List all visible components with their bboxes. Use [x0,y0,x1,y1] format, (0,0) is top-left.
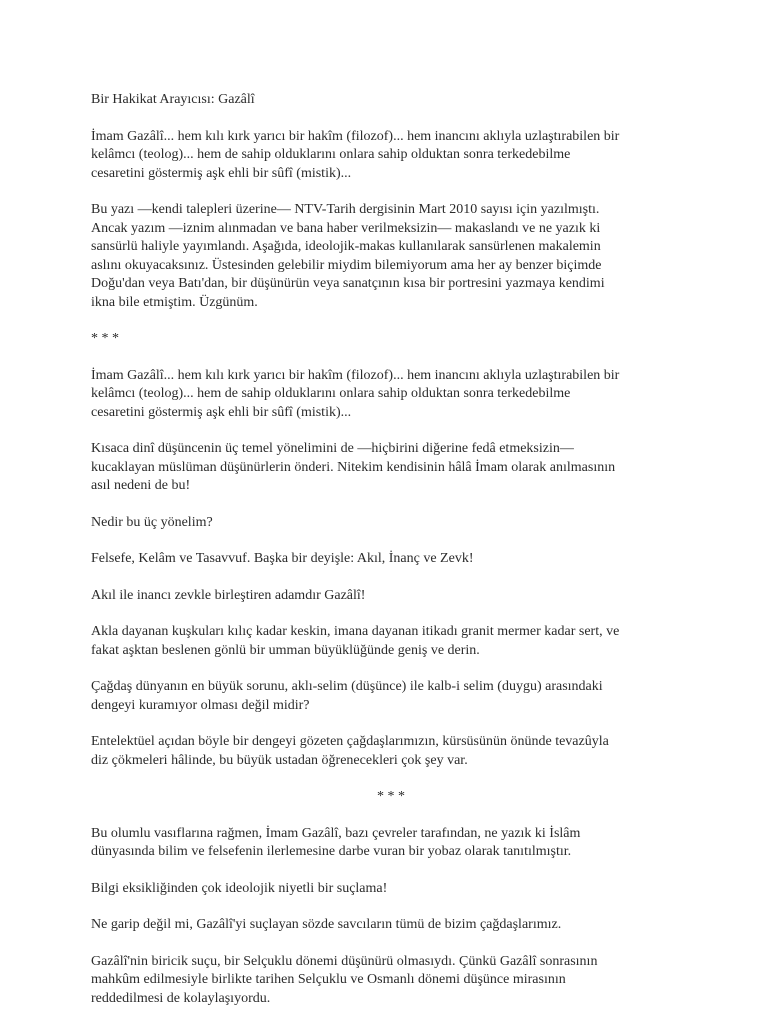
body-paragraph: Ne garip değil mi, Gazâlî'yi suçlayan sözde savcıların tümü de bizim çağdaşlarımız. [91,917,562,932]
body-paragraph: Gazâlî'nin biricik suçu, bir Selçuklu dönemi düşünürü olmasıydı. Çünkü Gazâlî sonrasının mahkûm edilmesiyle birlikte tarihen Selçuklu ve Osmanlı dönemi düşünce mirasının reddedilmesi de kolaylaşıyordu. [91,953,598,1006]
body-paragraph: Bu olumlu vasıflarına rağmen, İmam Gazâlî, bazı çevreler tarafından, ne yazık ki İslâm dünyasında bilim ve felsefenin ilerlemesine darbe vuran bir yobaz olarak tanıtılmıştır. [91,825,581,859]
section-separator-centered: * * * [377,789,405,804]
body-paragraph: Entelektüel açıdan böyle bir dengeyi gözeten çağdaşlarımızın, kürsüsünün önünde tevazûyla diz çökmeleri hâlinde, bu büyük ustadan öğrenecekleri çok şey var. [91,734,609,768]
body-paragraph: Nedir bu üç yönelim? [91,514,213,530]
body-paragraph: Bilgi eksikliğinden çok ideolojik niyetli bir suçlama! [91,880,388,896]
author-note-paragraph: Bu yazı —kendi talepleri üzerine— NTV-Tarih dergisinin Mart 2010 sayısı için yazılmıştı. Ancak yazım —iznim alınmadan ve bana haber verilmeksizin— makaslandı ve ne yazık ki sansürlü haliyle yayımlandı. Aşağıda, ideolojik-makas kullanılarak sansürlenen makalemin aslını okuyacaksınız. Üstesinden gelebilir miydim bilemiyorum ama her ay benzer biçimde Doğu'dan veya Batı'dan, bir düşünürün veya sanatçının kısa bir portresini yazmaya kendimi ikna bile etmiştim. Üzgünüm. [91,202,605,310]
body-paragraph: Kısaca dinî düşüncenin üç temel yönelimini de —hiçbirini diğerine fedâ etmeksizin— kucaklayan müslüman düşünürlerin önderi. Nitekim kendisinin hâlâ İmam olarak anılmasının asıl nedeni de bu! [91,441,616,493]
intro-paragraph: İmam Gazâlî... hem kılı kırk yarıcı bir hakîm (filozof)... hem inancını aklıyla uzlaştırabilen bir kelâmcı (teolog)... hem de sahip olduklarını onlara sahip olduktan sonra terkedebilme cesaretini göstermiş aşk ehli bir sûfî (mistik)... [91,128,620,181]
document-title: Bir Hakikat Arayıcısı: Gazâlî [91,92,255,107]
body-paragraph: Akla dayanan kuşkuları kılıç kadar keskin, imana dayanan itikadı granit mermer kadar sert, ve fakat aşktan beslenen gönlü bir umman büyüklüğünde geniş ve derin. [91,624,620,658]
document-body [91,91,691,1026]
body-paragraph: Felsefe, Kelâm ve Tasavvuf. Başka bir deyişle: Akıl, İnanç ve Zevk! [91,551,474,566]
section-separator: * * * [91,331,119,346]
body-paragraph: Çağdaş dünyanın en büyük sorunu, aklı-selim (düşünce) ile kalb-i selim (duygu) arasındaki dengeyi kuramıyor olması değil midir? [91,679,603,713]
intro-repeat-paragraph: İmam Gazâlî... hem kılı kırk yarıcı bir hakîm (filozof)... hem inancını aklıyla uzlaştırabilen bir kelâmcı (teolog)... hem de sahip olduklarını onlara sahip olduktan sonra terkedebilme cesaretini göstermiş aşk ehli bir sûfî (mistik)... [91,367,620,420]
body-paragraph: Akıl ile inancı zevkle birleştiren adamdır Gazâlî! [91,587,366,603]
